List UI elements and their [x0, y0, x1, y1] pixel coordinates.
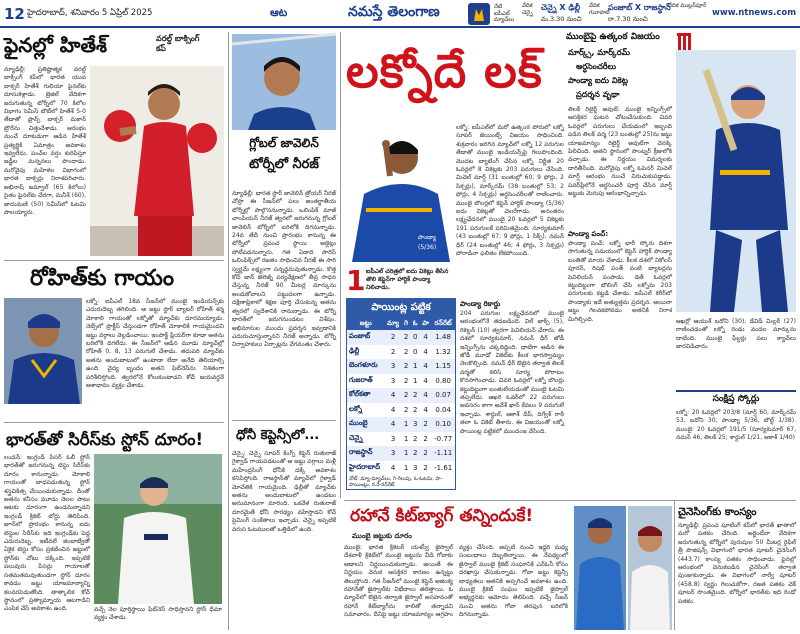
team-name: చెన్నై	[347, 432, 385, 447]
lucknow-body-col4: పాండ్యా పంచ్: లక్నో భారీ స్కోరు దిశగా సాగుతున్న సమయంలో కెప్టెన్ హార్దిక్ పాండ్యా బంతితో మాయ చేశాడు. కీలక దశలో నికోలస్ పూరన్, రిషభ్ పంత్ వంటి బ్యాటర్లను పెవిలియన్ పంపాడు. డెత్ ఓవర్లలో కట్టుదిట్టంగా బౌలింగ్ చేసి లక్నోను 203 పరుగులకు కట్టడి చేశాడు. ఐపీఎల్ కెరీర్‌లో పాండ్యాకు ఇదే అత్యుత్తమ ప్రదర్శన. అయినా జట్టు గెలవకపోవడం అతనికి నిరాశ మిగిల్చింది.	[568, 240, 672, 323]
points-table	[347, 317, 455, 475]
points-cell: 0	[411, 345, 420, 360]
deck-line: పాండ్యా ఐదు వికెట్ల	[568, 76, 628, 85]
lucknow-body-col4b: ఆఖర్లో ఆయుశ్ బదోని (30), డేవిడ్ మిల్లర్ (27) రాణించడంతో లక్నో రెండు వందల మార్కును దాటింది. ముంబై ఫీల్డర్లు పలు క్యాచ్‌లు జారవిడిచారు.	[676, 318, 796, 351]
chess-headline: చైనెసింగ్‌కు కాంస్యం	[678, 506, 757, 518]
points-table-row	[347, 388, 455, 403]
lucknow-score-body: 204 పరుగుల లక్ష్యఛేదనలో ముంబై ఆరంభంలోనే తడబడింది. విల్ జాక్స్ (5), రికెల్టన్ (10) త్వరగా పెవిలియన్ చేరారు. ఈ దశలో సూర్యకుమార్, నమన్ ధీర్ జోడీ ఇన్నింగ్స్‌ను చక్కదిద్దింది. ధాటిగా ఆడిన ఈ జోడీ మూడో వికెట్‌కు కీలక భాగస్వామ్యం నెలకొల్పింది. నమన్ ధీర్ ఔటైన తర్వాత తిలక్ వర్మతో కలిసి సూర్య పోరాటం కొనసాగించాడు. చివరి ఓవర్లలో లక్నో బౌలర్లు కట్టుదిట్టంగా బంతులేయడంతో ముంబై ఓటమి తప్పలేదు. ఆఖరి ఓవర్‌లో 22 పరుగులు అవసరం కాగా అవేశ్ ఖాన్ కేవలం 9 పరుగులే ఇచ్చాడు. శార్దుల్, ఆకాశ్ దీప్, దిగ్వేశ్ రాఠీ తలా ఓ వికెట్ తీశారు. ఈ విజయంతో లక్నో పాయింట్ల పట్టికలో ముందంజ వేసింది.	[460, 310, 564, 435]
tv-time-1: మ.3.30 నుంచి	[541, 15, 582, 23]
neeraj-headline-2: టోర్నీలో నీరజ్	[249, 157, 319, 172]
points-cell: 1	[411, 359, 420, 374]
points-cell: 0	[411, 330, 420, 345]
points-cell: 2	[411, 446, 420, 461]
stone-body-tail: వచ్చే నెల పూర్తిస్థాయి ఫిట్‌నెస్ సాధిస్తానని స్టోన్ ధీమా వ్యక్తం చేశాడు.	[94, 606, 222, 622]
neeraj-body: న్యూఢిల్లీ: భారత స్టార్ జావెలిన్ త్రోయర్ నీరజ్ చోప్రా ఈ సీజన్‌లో పలు అంతర్జాతీయ టోర్నీల్లో పాల్గొననున్నాడు. ఒలింపిక్ మాజీ చాంపియన్ నీరజ్ త్వరలో జరుగనున్న గ్లోబల్ జావెలిన్ టోర్నీలో బరిలోకి దిగనున్నాడు. 24వ తేదీ నుంచి ప్రారంభం కానున్న ఈ టోర్నీలో ప్రపంచ స్థాయి అథ్లెట్లు పోటీపడనున్నారు. గత ఏడాది పారిస్ ఒలింపిక్స్‌లో రజతం సాధించిన నీరజ్ ఈ సారి స్వర్ణమే లక్ష్యంగా సన్నద్ధమవుతున్నాడు. కొత్త కోచ్ జాన్ జెలెజ్నీ పర్యవేక్షణలో తీవ్ర సాధన చేస్తున్న నీరజ్ 90 మీటర్ల మార్కును అందుకోవాలని పట్టుదలగా ఉన్నాడు. దక్షిణాఫ్రికాలో శిక్షణ పూర్తి చేసుకున్న అతను త్వరలో స్వదేశానికి రానున్నాడు. ఈ టోర్నీ భారత్‌లో జరుగనుండటం విశేషం. అభిమానుల ముందు ప్రదర్శన ఇవ్వడానికి ఎదురుచూస్తున్నానని నీరజ్ అన్నాడు. టోర్నీ నిర్వాహకులు ఏర్పాట్లను వేగవంతం చేశారు.	[232, 190, 336, 349]
tv-venue-1: వేదిక చెన్నై	[522, 3, 533, 16]
team-name: హైదరాబాద్	[347, 461, 385, 476]
column-divider	[674, 500, 675, 630]
points-cell: 1	[402, 461, 411, 476]
rohit-photo	[4, 298, 82, 404]
neeraj-photo	[232, 34, 336, 130]
points-cell: 3	[385, 374, 402, 389]
points-cell: 1	[402, 417, 411, 432]
fact-text: ఐపీఎల్ చరిత్రలో ఐదు వికెట్లు తీసిన తొలి కెప్టెన్‌గా హార్దిక్ పాండ్యా నిలిచాడు.	[366, 268, 449, 291]
points-table-header: గె	[402, 317, 411, 330]
column-divider	[228, 32, 229, 630]
points-cell: 2	[385, 345, 402, 360]
points-cell: 2	[402, 388, 411, 403]
points-cell: 2	[420, 461, 431, 476]
points-cell: 0.07	[431, 388, 455, 403]
lucknow-kicker: ముంబైపై ఉత్కంఠ విజయం	[566, 32, 660, 42]
points-cell: 1	[402, 432, 411, 447]
points-table-row	[347, 374, 455, 389]
hitesh-boxer-photo	[90, 66, 224, 256]
points-cell: 2	[402, 374, 411, 389]
website[interactable]: www.ntnews.com	[712, 8, 797, 18]
team-name: ఢిల్లీ	[347, 345, 385, 360]
rahane-headline: రహానే కిట్‌బ్యాగ్ తన్నిందుకే!	[350, 506, 534, 526]
fact-box	[346, 266, 454, 296]
team-name: రాజస్థాన్	[347, 446, 385, 461]
points-cell: 3	[411, 417, 420, 432]
points-cell: 0.10	[431, 417, 455, 432]
stone-body: లండన్: ఇంగ్లండ్ పేసర్ ఓలీ స్టోన్ భారత్‌తో జరుగనున్న టెస్టు సిరీస్‌కు దూరం కానున్నాడు. మోకాలి గాయంతో బాధపడుతున్న స్టోన్ శస్త్రచికిత్స చేయించుకున్నాడు. దీంతో అతను కనీసం మూడు నెలల పాటు ఆటకు దూరంగా ఉండనున్నాడని ఇంగ్లండ్ క్రికెట్ బోర్డు తెలిపింది. జూన్‌లో ప్రారంభం కానున్న ఐదు టెస్టుల సిరీస్‌కు ఇది ఇంగ్లండ్‌కు పెద్ద ఎదురుదెబ్బ. ఇటీవలే జింబాబ్వేతో ఏకైక టెస్టు కోసం ప్రకటించిన జట్టులో స్టోన్‌కు చోటు దక్కింది. ఇప్పటికే పలువురు పేసర్లు గాయాలతో సతమతమవుతుండగా స్టోన్ దూరం కావడం జట్టు యాజమాన్యాన్ని కలవరపెడుతోంది. తాత్కాలిక కోచ్ స్థానంలో ప్రత్యామ్నాయ ఆటగాడిని ఎంపిక చేసే అవకాశం ఉంది.	[4, 454, 90, 613]
points-table-header: జట్టు	[347, 317, 385, 330]
team-name: బెంగళూరు	[347, 359, 385, 374]
team-name: ముంబై	[347, 417, 385, 432]
hitesh-headline: ఫైనల్లో హితేశ్	[4, 33, 108, 57]
dhoni-headline: ధోనీ కెప్టెన్సీలో...	[236, 428, 320, 443]
points-table-header: ఓ	[411, 317, 420, 330]
team-name: లక్నో	[347, 403, 385, 418]
points-cell: 3	[385, 359, 402, 374]
scoreboard-body: లక్నో: 20 ఓవర్లలో 203/8 (మార్ష్ 60, మార్క్‌రమ్ 53, బదోని 30; పాండ్యా 5/36, బౌల్ట్ 1/38). ముంబై: 20 ఓవర్లలో 191/5 (సూర్యకుమార్ 67, నమన్ 46, తిలక్ 25; శార్దుల్ 1/21, ఆకాశ్ 1/40)	[676, 409, 796, 442]
points-cell: 4	[420, 359, 431, 374]
team-name: కోల్‌కతా	[347, 388, 385, 403]
points-cell: 4	[420, 374, 431, 389]
points-table-row	[347, 359, 455, 374]
jaiswal-photo	[574, 506, 626, 630]
points-cell: 2	[402, 403, 411, 418]
points-table-row	[347, 432, 455, 447]
points-table-row	[347, 417, 455, 432]
points-cell: 2	[420, 446, 431, 461]
points-cell: 3	[385, 446, 402, 461]
column-divider	[340, 32, 341, 498]
points-table-row	[347, 403, 455, 418]
points-cell: 3	[411, 461, 420, 476]
points-table-header: పా	[420, 317, 431, 330]
divider	[4, 422, 224, 423]
points-cell: 2	[402, 330, 411, 345]
divider	[4, 260, 224, 261]
tv-match-2: పంజాబ్ X రాజస్థాన్	[608, 3, 671, 12]
points-cell: 4	[385, 388, 402, 403]
lucknow-deck	[568, 48, 678, 101]
points-cell: 4	[420, 388, 431, 403]
rahane-photo	[628, 506, 672, 630]
marsh-photo	[676, 50, 796, 312]
points-cell: 4	[420, 330, 431, 345]
points-cell: 4	[385, 403, 402, 418]
points-cell: 2	[402, 345, 411, 360]
dhoni-body: చెన్నై: చెన్నై సూపర్ కింగ్స్ కెప్టెన్ రుతురాజ్ గైక్వాడ్ గాయపడటంతో ఆ జట్టు పగ్గాలు మళ్లీ మహేంద్రసింగ్ ధోనీకి దక్కే అవకాశం కనిపిస్తోంది. రాజస్థాన్‌తో మ్యాచ్‌లో గైక్వాడ్ మోచేతికి గాయమైంది. ఢిల్లీతో మ్యాచ్‌కు అతను అందుబాటులో ఉండటం అనుమానంగా మారింది. ఒకవేళ రుతురాజ్ దూరమైతే ధోనీ సారథ్యం వహిస్తాడని కోచ్ ఫ్లెమింగ్ సంకేతాలు ఇచ్చాడు. చెన్నై ఇప్పటికే వరుస ఓటములతో ఒత్తిడిలో ఉంది.	[232, 450, 336, 533]
lucknow-body-col3: తిలక్ రిటైర్డ్ అవుట్: ముంబై ఇన్నింగ్స్‌లో ఆసక్తికర ఘటన చోటుచేసుకుంది. చివరి ఓవర్లలో పరుగులు చేయడంలో ఇబ్బంది పడిన తిలక్ వర్మ (23 బంతుల్లో 25)ను జట్టు యాజమాన్యం రిటైర్డ్ అవుట్‌గా వెనక్కి పిలిచింది. అతని స్థానంలో సాంట్నర్ క్రీజులోకి వచ్చాడు. ఈ నిర్ణయం విమర్శలకు దారితీసింది. మరోవైపు లక్నో ఓపెనర్ మిచెల్ మార్ష్ ఆరంభం నుంచే విరుచుకుపడ్డాడు. పవర్‌ప్లేలోనే అర్ధసెంచరీ పూర్తి చేసిన మార్ష్ జట్టుకు మెరుపు ఆరంభాన్నిచ్చాడు.	[568, 106, 672, 198]
points-table-box	[346, 298, 456, 490]
deck-line: ప్రదర్శన వృథా	[576, 90, 620, 99]
points-cell: 4	[420, 403, 431, 418]
points-cell: 2	[411, 388, 420, 403]
points-cell: 4	[385, 417, 402, 432]
points-table-row	[347, 345, 455, 360]
col3-subhead: పాండ్యా పంచ్:	[568, 230, 609, 238]
points-cell: 1	[402, 446, 411, 461]
points-cell: 1.48	[431, 330, 455, 345]
dateline: హైదరాబాద్, శనివారం 5 ఏప్రిల్ 2025	[27, 8, 153, 18]
pandya-photo	[346, 124, 452, 262]
points-table-row	[347, 330, 455, 345]
lucknow-headline: లక్నోదే లక్	[346, 44, 543, 98]
points-cell: 2	[385, 330, 402, 345]
score-heading: పాండ్యా రికార్డు	[460, 300, 501, 308]
rohit-headline: రోహిత్‌కు గాయం	[30, 266, 174, 291]
points-cell: 3	[385, 432, 402, 447]
rahane-kicker: ముంబై జట్టుకు దూరం	[352, 532, 412, 540]
points-cell: -1.61	[431, 461, 455, 476]
points-cell: -0.77	[431, 432, 455, 447]
masthead	[0, 0, 800, 28]
points-table-header: మ్యా	[385, 317, 402, 330]
chess-body: న్యూఢిల్లీ: ప్రపంచ షూటింగ్ కప్‌లో భారత్ ఖాతాలో మరో పతకం చేరింది. అర్జెంటీనా వేదికగా జరుగుతున్న టోర్నీలో పురుషుల 50 మీటర్ల రైఫిల్ త్రీ పొజిషన్స్ విభాగంలో భారత షూటర్ చైనెసింగ్ (443.7) కాంస్య పతకం సాధించాడు. ఫైనల్లో ఆరంభంలో వెనుకబడిన చైనెసింగ్ తర్వాత పుంజుకున్నాడు. ఈ విభాగంలో నార్వే షూటర్ (458.8) స్వర్ణం గెలుచుకోగా, రజత పతకం చెక్ షూటర్ సొంతమైంది. టోర్నీలో భారత్‌కు ఇది రెండో పతకం.	[678, 522, 796, 605]
points-table-note: నోట్: మ్యా-మ్యాచ్‌లు, గె-గెలుపు, ఓ-ఓటమి, పా-పాయింట్లు, ర.రే-రన్‌రేట్	[349, 476, 443, 488]
points-cell: 0.80	[431, 374, 455, 389]
divider	[344, 500, 796, 501]
pandya-caption-name: పాండ్యా	[418, 234, 437, 241]
page-number: 12	[4, 5, 25, 23]
rahane-body: ముంబై: భారత క్రికెటర్ యశస్వీ జైస్వాల్ దేశవాళీ క్రికెట్‌లో ముంబై జట్టును వీడి గోవాకు ఆడాలని నిర్ణయించుకున్నాడు. అయితే ఈ నిర్ణయం వెనుక ఆసక్తికర కారణం ఉన్నట్టు తెలుస్తోంది. గత సీజన్‌లో ముంబై కెప్టెన్ అజింక్య రహానేతో జైస్వాల్‌కు విభేదాలు తలెత్తాయి. ఓ మ్యాచ్‌లో ఔటైన తర్వాత జైస్వాల్ అసహనంతో రహానే కిట్‌బ్యాగ్‌ను కాలితో తన్నాడని సమాచారం. దీనిపై జట్టు యాజమాన్యం ఆగ్రహం వ్యక్తం చేసింది. అప్పటి నుంచి ఇద్దరి మధ్య సంబంధాలు దెబ్బతిన్నాయి. ఈ నేపథ్యంలో జైస్వాల్ ముంబై క్రికెట్ సంఘానికి ఎన్‌ఓసీ కోసం దరఖాస్తు చేసుకున్నాడు. గోవా జట్టు కెప్టెన్సీ బాధ్యతలు అతనికి అప్పగించే అవకాశం ఉంది. ముంబై క్రికెట్ సంఘం ఇప్పటికే జైస్వాల్ అభ్యర్థనకు ఆమోదం తెలిపింది. వచ్చే సీజన్ నుంచి అతను గోవా తరఫున బరిలోకి దిగనున్నాడు.	[344, 544, 568, 619]
rohit-body: లక్నో: ఐపీఎల్ 18వ సీజన్‌లో ముంబై ఇండియన్స్‌కు ఎదురుదెబ్బ తగిలింది. ఆ జట్టు స్టార్ బ్యాటర్ రోహిత్ శర్మ మోకాలి గాయంతో లక్నోతో మ్యాచ్‌కు దూరమయ్యాడు. నెట్స్‌లో ప్రాక్టీస్ చేస్తుండగా రోహిత్ మోకాలికి గాయమైందని జట్టు వర్గాలు వెల్లడించాయి. ఇంపాక్ట్ ప్లేయర్‌గా కూడా అతను బరిలోకి దిగలేదు. ఈ సీజన్‌లో ఆడిన మూడు మ్యాచ్‌ల్లో రోహిత్ 0, 8, 13 పరుగులే చేశాడు. తదుపరి మ్యాచ్‌కు అతను అందుబాటులో ఉంటాడా లేదా అనేది తెలియాల్సి ఉంది. వైద్య బృందం అతని ఫిట్‌నెస్‌ను నిశితంగా పరిశీలిస్తోంది. త్వరలోనే కోలుకుంటాడని కోచ్ జయవర్ధనే ఆశాభావం వ్యక్తం చేశాడు.	[86, 298, 224, 390]
tv-venue-2: వేదిక గువాహటి	[589, 3, 610, 16]
ipl-logo	[468, 3, 490, 25]
points-cell: 1.32	[431, 345, 455, 360]
paper-name: నమస్తే తెలంగాణ	[348, 4, 440, 20]
points-table-header: రన్‌రేట్	[431, 317, 455, 330]
hitesh-body: న్యూఢిల్లీ: ప్రతిష్టాత్మక వరల్డ్ బాక్సింగ్ కప్‌లో భారత యువ బాక్సర్ హితేశ్ గులియా ఫైనల్‌కు దూసుకెళ్లాడు. బ్రెజిల్ వేదికగా జరుగుతున్న టోర్నీలో 70 కిలోల విభాగం సెమీస్ బౌట్‌లో హితేశ్ 5-0 తేడాతో ఫ్రాన్స్ బాక్సర్ మకాన్ ట్రౌరేను చిత్తుచేశాడు. ఆరంభం నుంచే దూకుడుగా ఆడిన హితేశ్ ప్రత్యర్థికి ఏమాత్రం అవకాశం ఇవ్వలేదు. పంచ్‌ల వర్షం కురిపిస్తూ జడ్జీల మన్ననలు పొందాడు. మరోవైపు మహిళల విభాగంలో భారత బాక్సర్లు నిరాశపరిచారు. అభినాష్ జమ్వాల్ (65 కిలోలు) సైతం ఫైనల్‌కు చేరగా, మనీశ్ (60), జాదుమణి (50) సెమీస్‌లో ఓటమి పాలయ్యారు.	[4, 66, 86, 216]
points-cell: 4	[385, 461, 402, 476]
points-cell: 2	[420, 432, 431, 447]
fact-number: 1	[346, 264, 366, 297]
points-cell: 2	[411, 432, 420, 447]
neeraj-headline-1: గ్లోబల్ జావెలిన్	[249, 136, 319, 150]
hitesh-kicker: వరల్డ్ బాక్సింగ్ కప్	[156, 34, 200, 53]
points-cell: 0.04	[431, 403, 455, 418]
tv-venue-3: వేదిక ముల్లన్‌పూర్	[668, 3, 707, 9]
points-table-title: పాయింట్ల పట్టిక	[347, 299, 455, 317]
team-name: పంజాబ్	[347, 330, 385, 345]
points-cell: -1.11	[431, 446, 455, 461]
neeraj-headline-box	[232, 136, 336, 186]
divider	[232, 420, 336, 421]
tv-match-1: చెన్నై X ఢిల్లీ	[541, 3, 581, 12]
points-cell: 1.15	[431, 359, 455, 374]
pandya-caption-score: (5/36)	[418, 244, 437, 251]
stone-headline: భారత్‌తో సిరీస్‌కు స్టోన్ దూరం!	[6, 430, 204, 449]
points-cell: 2	[420, 417, 431, 432]
section-label: ఆట	[270, 6, 288, 19]
deck-line: మార్క్స్, మార్క్‌రమ్	[568, 48, 630, 57]
tv-label: నేటి ఐపీఎల్ మ్యాచ్‌లు	[494, 4, 515, 23]
lucknow-body-col1: లక్నో: ఐపీఎల్‌లో మరో ఉత్కంఠ పోరులో లక్నో సూపర్ జెయింట్స్ విజయం సాధించింది. శుక్రవారం జరిగిన మ్యాచ్‌లో లక్నో 12 పరుగుల తేడాతో ముంబై ఇండియన్స్‌పై గెలుపొందింది. మొదట బ్యాటింగ్ చేసిన లక్నో నిర్ణీత 20 ఓవర్లలో 8 వికెట్లకు 203 పరుగులు చేసింది. మిచెల్ మార్ష్ (31 బంతుల్లో 60; 9 ఫోర్లు, 2 సిక్సర్లు), మార్క్‌రమ్ (38 బంతుల్లో 53; 2 ఫోర్లు, 4 సిక్సర్లు) అర్ధసెంచరీలతో రాణించారు. ముంబై బౌలర్లలో కెప్టెన్ హార్దిక్ పాండ్యా (5/36) ఐదు వికెట్లతో చెలరేగాడు. అనంతరం లక్ష్యఛేదనలో ముంబై 20 ఓవర్లలో 5 వికెట్లకు 191 పరుగులకే పరిమితమైంది. సూర్యకుమార్ (43 బంతుల్లో 67; 9 ఫోర్లు, 1 సిక్స్), నమన్ ధీర్ (24 బంతుల్లో 46; 4 ఫోర్లు, 3 సిక్సర్లు) పోరాడినా ఫలితం లేకపోయింది.	[456, 124, 564, 258]
stone-photo	[94, 454, 222, 604]
points-cell: 2	[411, 403, 420, 418]
points-table-row	[347, 446, 455, 461]
scoreboard-title: సంక్షిప్త స్కోర్లు	[712, 394, 760, 404]
deck-line: అర్ధసెంచరీలు	[576, 62, 617, 71]
tv-time-2: రా.7.30 నుంచి	[608, 15, 648, 23]
team-name: గుజరాత్	[347, 374, 385, 389]
points-cell: 1	[411, 374, 420, 389]
points-table-row	[347, 461, 455, 476]
points-cell: 2	[402, 359, 411, 374]
points-cell: 4	[420, 345, 431, 360]
scoreboard-box	[676, 390, 796, 496]
